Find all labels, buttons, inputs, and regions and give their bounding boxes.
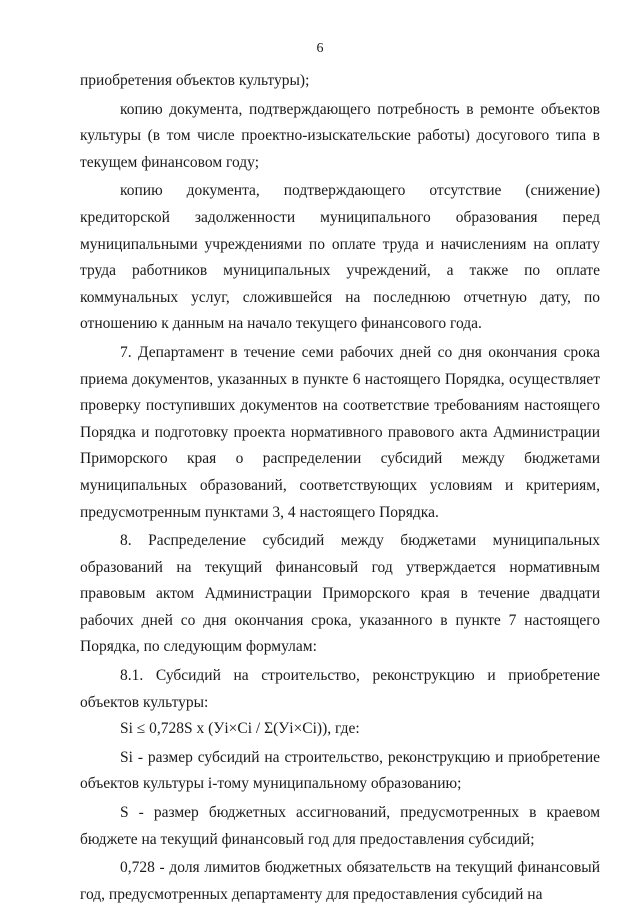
document-body — [80, 68, 600, 908]
paragraph-item-7: 7. Департамент в течение семи рабочих дней со дня окончания срока приема документов, указанных в пункте 6 настоящего Порядка, осуществляет проверку поступивших документов на соответствие требованиям настоящего Порядка и подготовку проекта нормативного правового акта Администрации Приморского края о распределении субсидий между бюджетами муниципальных образований, соответствующих условиям и критериям, предусмотренным пунктами 3, 4 настоящего Порядка. — [80, 343, 600, 521]
paragraph-item-8-1: 8.1. Субсидий на строительство, реконструкцию и приобретение объектов культуры: — [80, 667, 600, 711]
paragraph-si-definition: Si - размер субсидий на строительство, реконструкцию и приобретение объектов культуры i-тому муниципальному образованию; — [80, 748, 600, 793]
paragraph-s-definition: S - размер бюджетных ассигнований, предусмотренных в краевом бюджете на текущий финансовый год для предоставления субсидий; — [80, 804, 600, 848]
paragraph-item-8: 8. Распределение субсидий между бюджетами муниципальных образований на текущий финансовый год утверждается нормативным правовым актом Администрации Приморского края в течение двадцати рабочих дней со дня окончания срока, указанного в пункте 7 настоящего Порядка, по следующим формулам: — [80, 532, 600, 656]
formula: Si ≤ 0,728S x (Уi×Ci / Σ(Уi×Ci)), где: — [120, 720, 360, 738]
paragraph-continuation: приобретения объектов культуры); — [80, 72, 310, 89]
paragraph-coefficient-definition: 0,728 - доля лимитов бюджетных обязательств на текущий финансовый год, предусмотренных департаменту для предоставления субсидий на — [80, 859, 600, 903]
paragraph-repair-document: копию документа, подтверждающего потребность в ремонте объектов культуры (в том числе проектно-изыскательские работы) досугового типа в текущем финансовом году; — [80, 100, 600, 171]
page-number: 6 — [316, 41, 324, 56]
paragraph-debt-document: копию документа, подтверждающего отсутствие (снижение) кредиторской задолженности муниципального образования перед муниципальными учреждениями по оплате труда и начислениям на оплату труда работников муниципальных учреждений, а также по оплате коммунальных услуг, сложившейся на последнюю отчетную дату, по отношению к данным на начало текущего финансового года. — [80, 182, 600, 333]
